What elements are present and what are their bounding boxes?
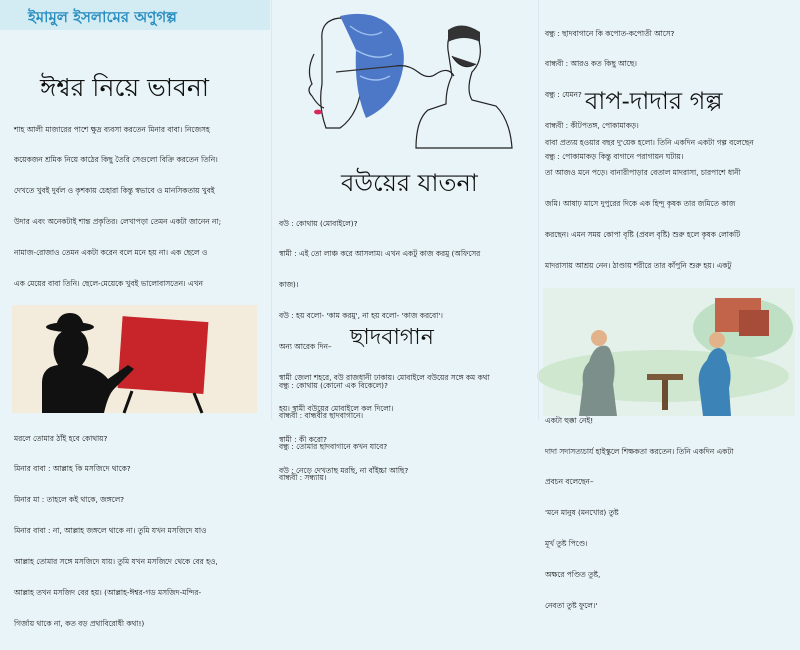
body-line: বন্ধু : তোমার ছাদবাগানে কখন যাবে? bbox=[279, 442, 388, 452]
body-line: আল্লাহ তখন মসজিদ বের হয়। (আল্লাহ-ঈশ্বর-গড মসজিদ-মন্দির- bbox=[14, 587, 202, 597]
series-banner bbox=[0, 0, 270, 30]
body-line: একটা হুক্কা নেই! bbox=[545, 415, 594, 425]
column-divider bbox=[538, 0, 539, 420]
body-line: তা আজও মনে পড়ে। বানারীপাড়ার বেতাল মাদরাসা, চারপাশে ধানী bbox=[545, 168, 741, 178]
body-line: বন্ধু : কোথায় (কোনো এক বিকেলে)? bbox=[279, 380, 388, 390]
body-line: বউ : কোথায় (মোবাইলে)? bbox=[279, 218, 358, 228]
story-chadbagan-title: ছাদবাগান bbox=[350, 325, 434, 350]
body-line: বান্ধবী : আরও কত কিছু আছে। bbox=[545, 59, 637, 69]
body-line: প্রবচন বলেছেন– bbox=[545, 477, 594, 487]
body-line: মিনার বাবা : আল্লাহ কি মসজিদে থাকে? bbox=[14, 464, 131, 474]
body-line: গির্জায় থাকে না, কত বড় প্রথাবিরোধী কথা!) bbox=[14, 618, 145, 628]
body-line: বন্ধু : পোকামাকড় কিন্তু বাগানে পরাগায়ন ঘটায়। bbox=[545, 152, 684, 162]
body-line: মূর্খ তুষ্ট পিণ্ডে। bbox=[545, 539, 588, 549]
body-line: জমি। আষাঢ় মাসে দুপুরের দিকে এক হিন্দু কৃষক তার জমিতে কাজ bbox=[545, 199, 736, 209]
body-line: করছেন। এমন সময় কোপা বৃষ্টি (প্রবল বৃষ্টি) শুরু হলে কৃষক লোকটি bbox=[545, 230, 741, 240]
body-line: অক্ষরে পণ্ডিত তুষ্ট, bbox=[545, 570, 601, 580]
body-line: মিনার বাবা : না, আল্লাহ জঙ্গলে থাকে না। তুমি যখন মসজিদে যাও bbox=[14, 526, 207, 536]
body-line: হয়। স্বামী বউয়ের মোবাইলে কল দিলো। bbox=[279, 403, 394, 413]
body-line: বউ : নেড়ে দেখতাছ মরছি, না বাঁইচ্চা আছি? bbox=[279, 465, 409, 475]
body-line: অন্য আরেক দিন– bbox=[279, 342, 332, 352]
body-line: মাদরাসায় আশ্রয় নেন। ঠাণ্ডায় শরীরে তার কাঁপুনি শুরু হয়। একটু bbox=[545, 261, 732, 271]
body-line: কয়েকজন শ্রমিক নিয়ে কাঠের কিছু তৈরি সেগুলো বিক্রি করতেন তিনি। bbox=[14, 155, 218, 165]
body-line: কাজ)। bbox=[279, 280, 299, 290]
body-line: মিনার মা : তাহলে কই থাকে, জঙ্গলে? bbox=[14, 495, 125, 505]
body-line: 'মনে মানুষ (মনখোর) তুষ্ট bbox=[545, 508, 619, 518]
story-ishwar-title: ঈশ্বর নিয়ে ভাবনা bbox=[40, 73, 210, 102]
body-line: এক মেয়ের বাবা তিনি। ছেলে-মেয়েকে খুবই ভালোবাসতেন। এখন bbox=[14, 279, 203, 289]
body-line: বান্ধবী : বান্ধবীর ছাদবাগানে। bbox=[279, 411, 364, 421]
body-line: শাহ আলী মাজারের পাশে ক্ষুদ্র ব্যবসা করতেন মিনার বাবা। নিজেসহ bbox=[14, 124, 210, 134]
body-line: দাদা সদাসত্যচার্য হাইস্কুলে শিক্ষকতা করতেন। তিনি একদিন একটা bbox=[545, 446, 734, 456]
body-line: স্বামী : কী করো? bbox=[279, 434, 327, 444]
painter-silhouette-image bbox=[12, 305, 257, 413]
couple-brush-illustration bbox=[296, 10, 514, 148]
body-line: বন্ধু : যেমন? bbox=[545, 90, 582, 100]
story-chadbagan-body bbox=[279, 360, 534, 504]
body-line: বান্ধবী : কীটপতঙ্গ, পোকামাকড়। bbox=[545, 121, 639, 131]
body-line: বউ : হয় বলো- 'কাম করমু', না হয় বলো- 'কাজ করবো'। bbox=[279, 311, 443, 321]
body-line: বান্ধবী : সন্ধ্যায়। bbox=[279, 473, 327, 483]
body-line: উদার এবং অনেকটাই শান্ত প্রকৃতির। লেখাপড়া তেমন একটা জানেন না; bbox=[14, 217, 222, 227]
body-line: নেবতা তুষ্ট ফুলে।' bbox=[545, 600, 598, 610]
body-line: দেখতে খুবই দুর্বল ও কৃশকায় চেহারা কিন্তু স্বভাবে ও মানসিকতায় খুবই bbox=[14, 186, 215, 196]
body-line: মরলে তোমার ঠাঁই হবে কোথায়? bbox=[14, 433, 108, 443]
body-line: বন্ধু : ছাদবাগানে কি কপোত-কপোতী আসে? bbox=[545, 28, 675, 38]
body-line: আল্লাহ তোমার সঙ্গে মসজিদে যায়। তুমি যখন মসজিদে থেকে বের হও, bbox=[14, 557, 218, 567]
body-line: স্বামী : এই তো লাঞ্চ করে আসলাম। এখন একটু কাজ করমু (অফিসের bbox=[279, 249, 481, 259]
friends-garden-illustration bbox=[543, 288, 795, 416]
column-divider bbox=[271, 0, 272, 420]
story-bouyer-title: বউয়ের যাতনা bbox=[341, 169, 478, 197]
body-line: নামাজ-রোজাও তেমন একটা করেন বলে মনে হয় না। এক ছেলে ও bbox=[14, 248, 208, 258]
body-line: স্বামী জেলা শহরে, বউ রাজধানী ঢাকায়। মোবাইলে বউয়ের সঙ্গে কম কথা bbox=[279, 373, 490, 383]
body-line: বাবা প্রত্যয় হওয়ার বছর দু'য়েক হলো। তিনি একদিন একটা গল্প বলেছেন bbox=[545, 137, 754, 147]
story-bap-dada-title: বাপ-দাদার গল্প bbox=[585, 87, 723, 115]
series-title: ইমামুল ইসলামের অণুগল্প bbox=[28, 8, 177, 26]
